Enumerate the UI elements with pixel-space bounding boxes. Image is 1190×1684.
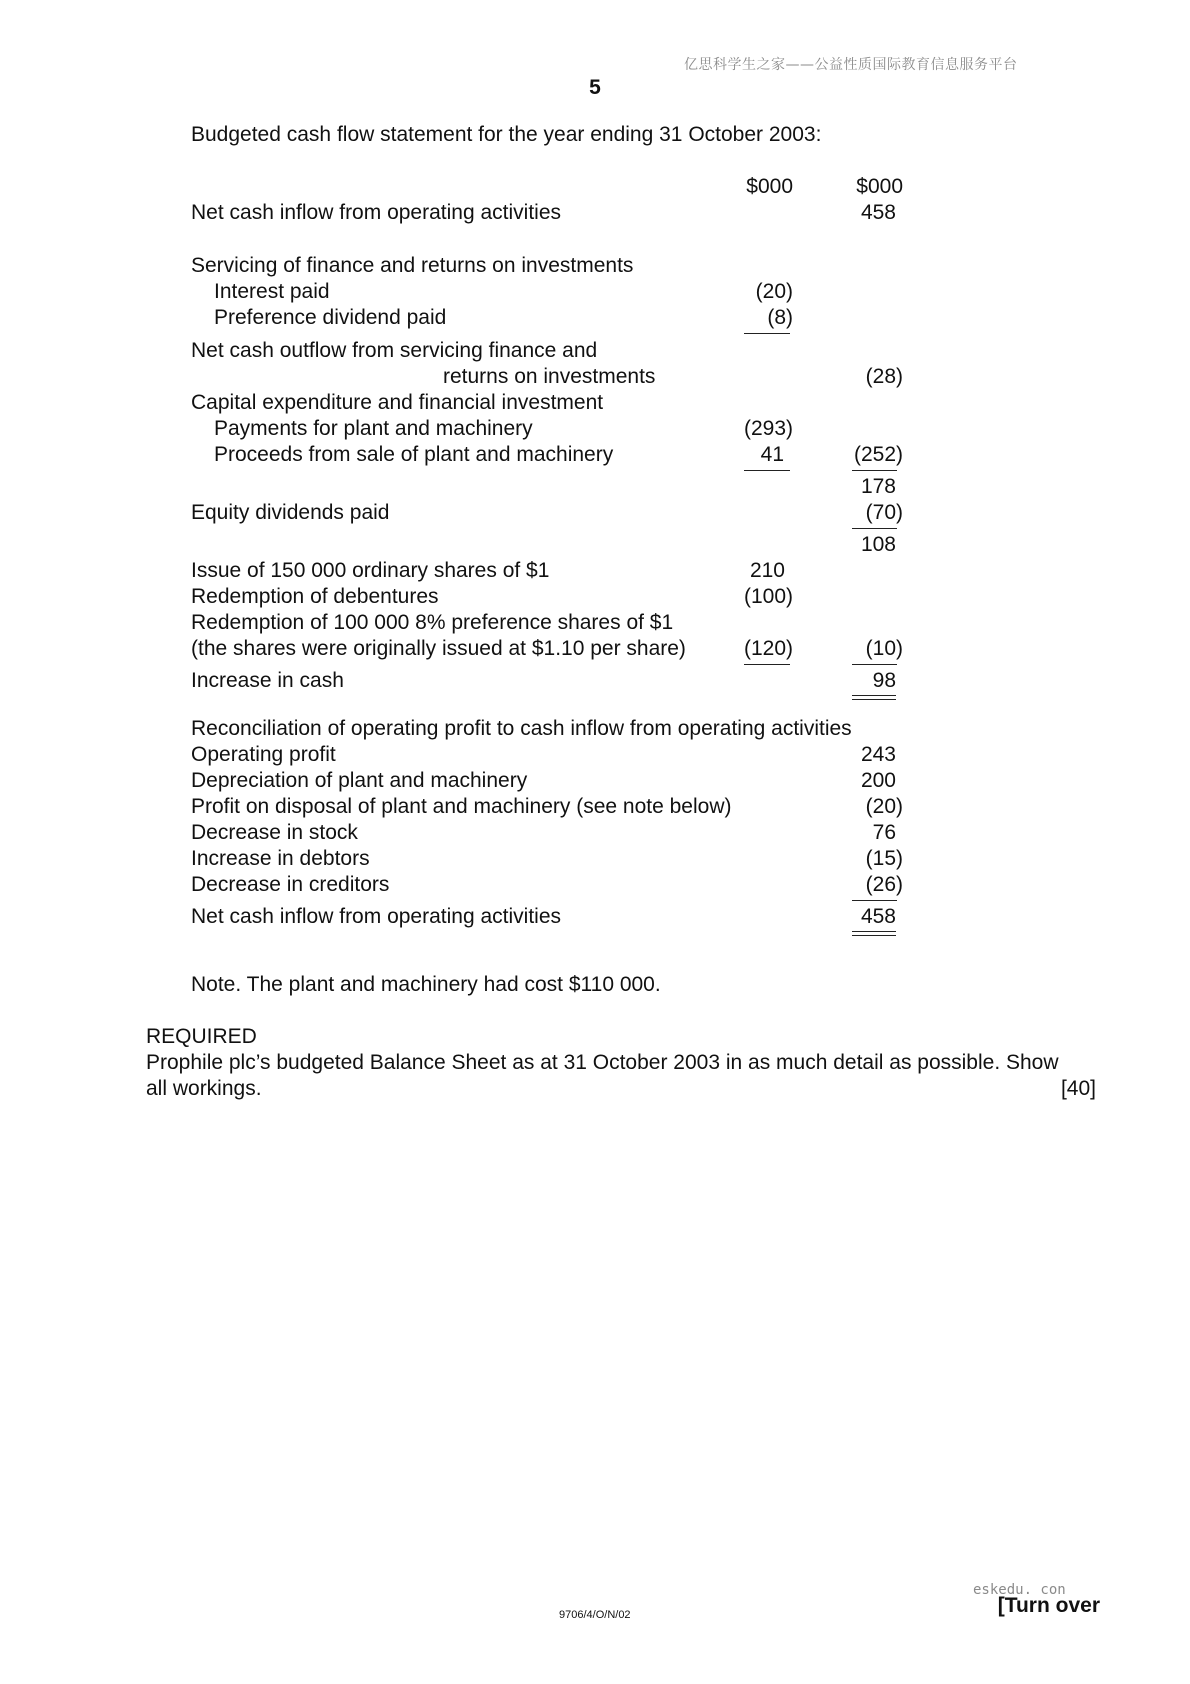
row-value: 41 — [760, 443, 784, 466]
row-label: returns on investments — [443, 365, 656, 388]
column-heading-2: $000 — [856, 175, 903, 198]
row-label: Preference dividend paid — [214, 306, 447, 329]
row-value: (28) — [865, 365, 903, 388]
row-value: (120) — [743, 637, 793, 660]
underline — [852, 900, 897, 901]
required-heading: REQUIRED — [146, 1025, 257, 1048]
row-label: Equity dividends paid — [191, 501, 390, 524]
row-label: Redemption of 100 000 8% preference shares of $1 — [191, 611, 674, 634]
row-label: Payments for plant and machinery — [214, 417, 533, 440]
row-value: (20) — [865, 795, 903, 818]
underline — [852, 470, 897, 471]
row-label: Proceeds from sale of plant and machinery — [214, 443, 614, 466]
paper-code: 9706/4/O/N/02 — [559, 1609, 631, 1621]
underline — [744, 664, 790, 665]
subtotal: 108 — [860, 533, 896, 556]
row-label: Operating profit — [191, 743, 336, 766]
row-label: Redemption of debentures — [191, 585, 439, 608]
row-value: (10) — [865, 637, 903, 660]
row-label: Profit on disposal of plant and machinery (see note below) — [191, 795, 732, 818]
row-value: 98 — [872, 669, 896, 692]
underline — [744, 333, 790, 334]
row-label: Increase in cash — [191, 669, 344, 692]
note: Note. The plant and machinery had cost $110 000. — [191, 973, 661, 996]
statement-title: Budgeted cash flow statement for the year ending 31 October 2003: — [191, 123, 822, 146]
row-value: 458 — [860, 905, 896, 928]
row-value: (293) — [743, 417, 793, 440]
subtotal: 178 — [860, 475, 896, 498]
row-label: Issue of 150 000 ordinary shares of $1 — [191, 559, 550, 582]
row-value: 200 — [860, 769, 896, 792]
header-watermark: 亿思科学生之家——公益性质国际教育信息服务平台 — [684, 57, 1018, 73]
underline — [852, 664, 897, 665]
double-underline — [852, 695, 896, 700]
row-value: (15) — [865, 847, 903, 870]
row-label: Net cash inflow from operating activities — [191, 201, 561, 224]
row-label: Increase in debtors — [191, 847, 370, 870]
row-label: Interest paid — [214, 280, 330, 303]
row-label: Decrease in creditors — [191, 873, 390, 896]
row-value: (252) — [853, 443, 903, 466]
row-value: (8) — [767, 306, 793, 329]
column-heading-1: $000 — [746, 175, 793, 198]
row-value: (26) — [865, 873, 903, 896]
required-text-line2: all workings. — [146, 1077, 262, 1100]
row-label: Decrease in stock — [191, 821, 358, 844]
row-value: (100) — [743, 585, 793, 608]
page-number: 5 — [589, 76, 601, 99]
double-underline — [852, 931, 896, 936]
row-value: 243 — [860, 743, 896, 766]
row-value: (20) — [755, 280, 793, 303]
reconciliation-title: Reconciliation of operating profit to cash inflow from operating activities — [191, 717, 852, 740]
row-value: (70) — [865, 501, 903, 524]
row-label: Depreciation of plant and machinery — [191, 769, 528, 792]
marks: [40] — [1060, 1077, 1096, 1100]
row-label: Net cash outflow from servicing finance and — [191, 339, 598, 362]
underline — [852, 528, 897, 529]
row-label: Net cash inflow from operating activities — [191, 905, 561, 928]
turn-over: [Turn over — [997, 1594, 1100, 1617]
row-value: 458 — [860, 201, 896, 224]
section-heading: Servicing of finance and returns on investments — [191, 254, 634, 277]
row-label: (the shares were originally issued at $1.10 per share) — [191, 637, 686, 660]
footer-watermark: eskedu. con — [973, 1582, 1066, 1598]
required-text-line1: Prophile plc’s budgeted Balance Sheet as at 31 October 2003 in as much detail as possible. Show — [146, 1051, 1059, 1074]
section-heading: Capital expenditure and financial investment — [191, 391, 604, 414]
row-value: 76 — [872, 821, 896, 844]
underline — [744, 470, 790, 471]
row-value: 210 — [749, 559, 785, 582]
